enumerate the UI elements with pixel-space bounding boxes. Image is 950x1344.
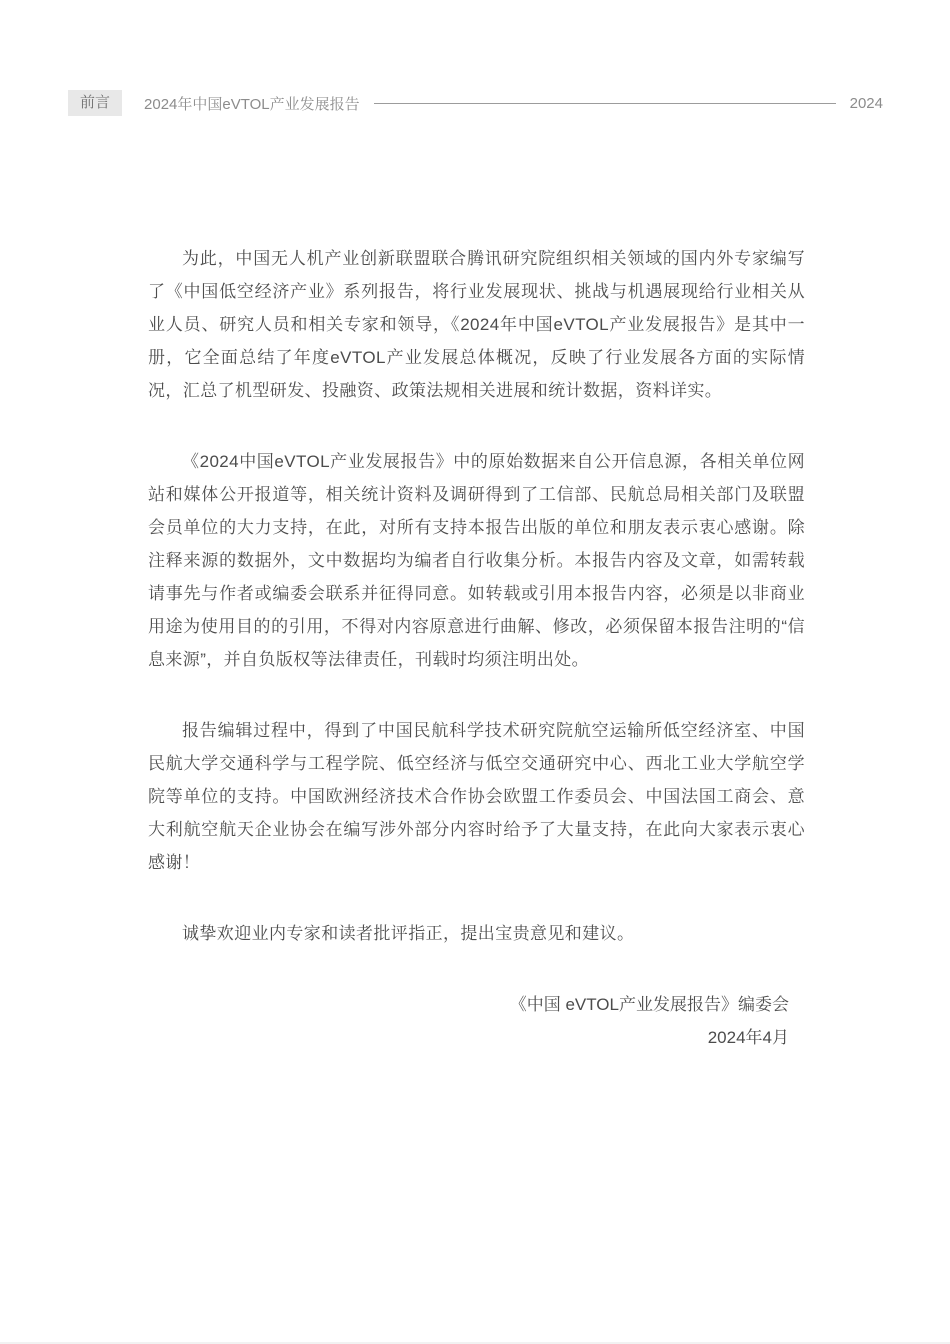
header-divider-line [374,103,836,104]
page-header [68,90,883,116]
section-label: 前言 [68,90,122,116]
report-title: 2024年中国eVTOL产业发展报告 [144,95,360,113]
preface-content [148,242,805,1054]
signature-date: 2024年4月 [707,1028,789,1047]
preface-paragraph: 报告编辑过程中，得到了中国民航科学技术研究院航空运输所低空经济室、中国民航大学交通科学与工程学院、低空经济与低空交通研究中心、西北工业大学航空学院等单位的支持。中国欧洲经济技术合作协会欧盟工作委员会、中国法国工商会、意大利航空航天企业协会在编写涉外部分内容时给予了大量支持，在此向大家表示衷心感谢！ [148,721,805,872]
preface-paragraph: 《2024中国eVTOL产业发展报告》中的原始数据来自公开信息源，各相关单位网站和媒体公开报道等，相关统计资料及调研得到了工信部、民航总局相关部门及联盟会员单位的大力支持，在此，对所有支持本报告出版的单位和朋友表示衷心感谢。除注释来源的数据外，文中数据均为编者自行收集分析。本报告内容及文章，如需转载请事先与作者或编委会联系并征得同意。如转载或引用本报告内容，必须是以非商业用途为使用目的的引用，不得对内容原意进行曲解、修改，必须保留本报告注明的“信息来源”，并自负版权等法律责任，刊载时均须注明出处。 [148,452,805,669]
preface-paragraph: 为此，中国无人机产业创新联盟联合腾讯研究院组织相关领域的国内外专家编写了《中国低空经济产业》系列报告，将行业发展现状、挑战与机遇展现给行业相关从业人员、研究人员和相关专家和领导，《2024年中国eVTOL产业发展报告》是其中一册，它全面总结了年度eVTOL产业发展总体概况，反映了行业发展各方面的实际情况，汇总了机型研发、投融资、政策法规相关进展和统计数据，资料详实。 [148,249,805,400]
preface-paragraph: 诚挚欢迎业内专家和读者批评指正，提出宝贵意见和建议。 [182,924,635,943]
committee-signature: 《中国 eVTOL产业发展报告》编委会 [509,995,789,1014]
closing-block [148,988,805,1054]
header-year: 2024 [849,94,883,112]
